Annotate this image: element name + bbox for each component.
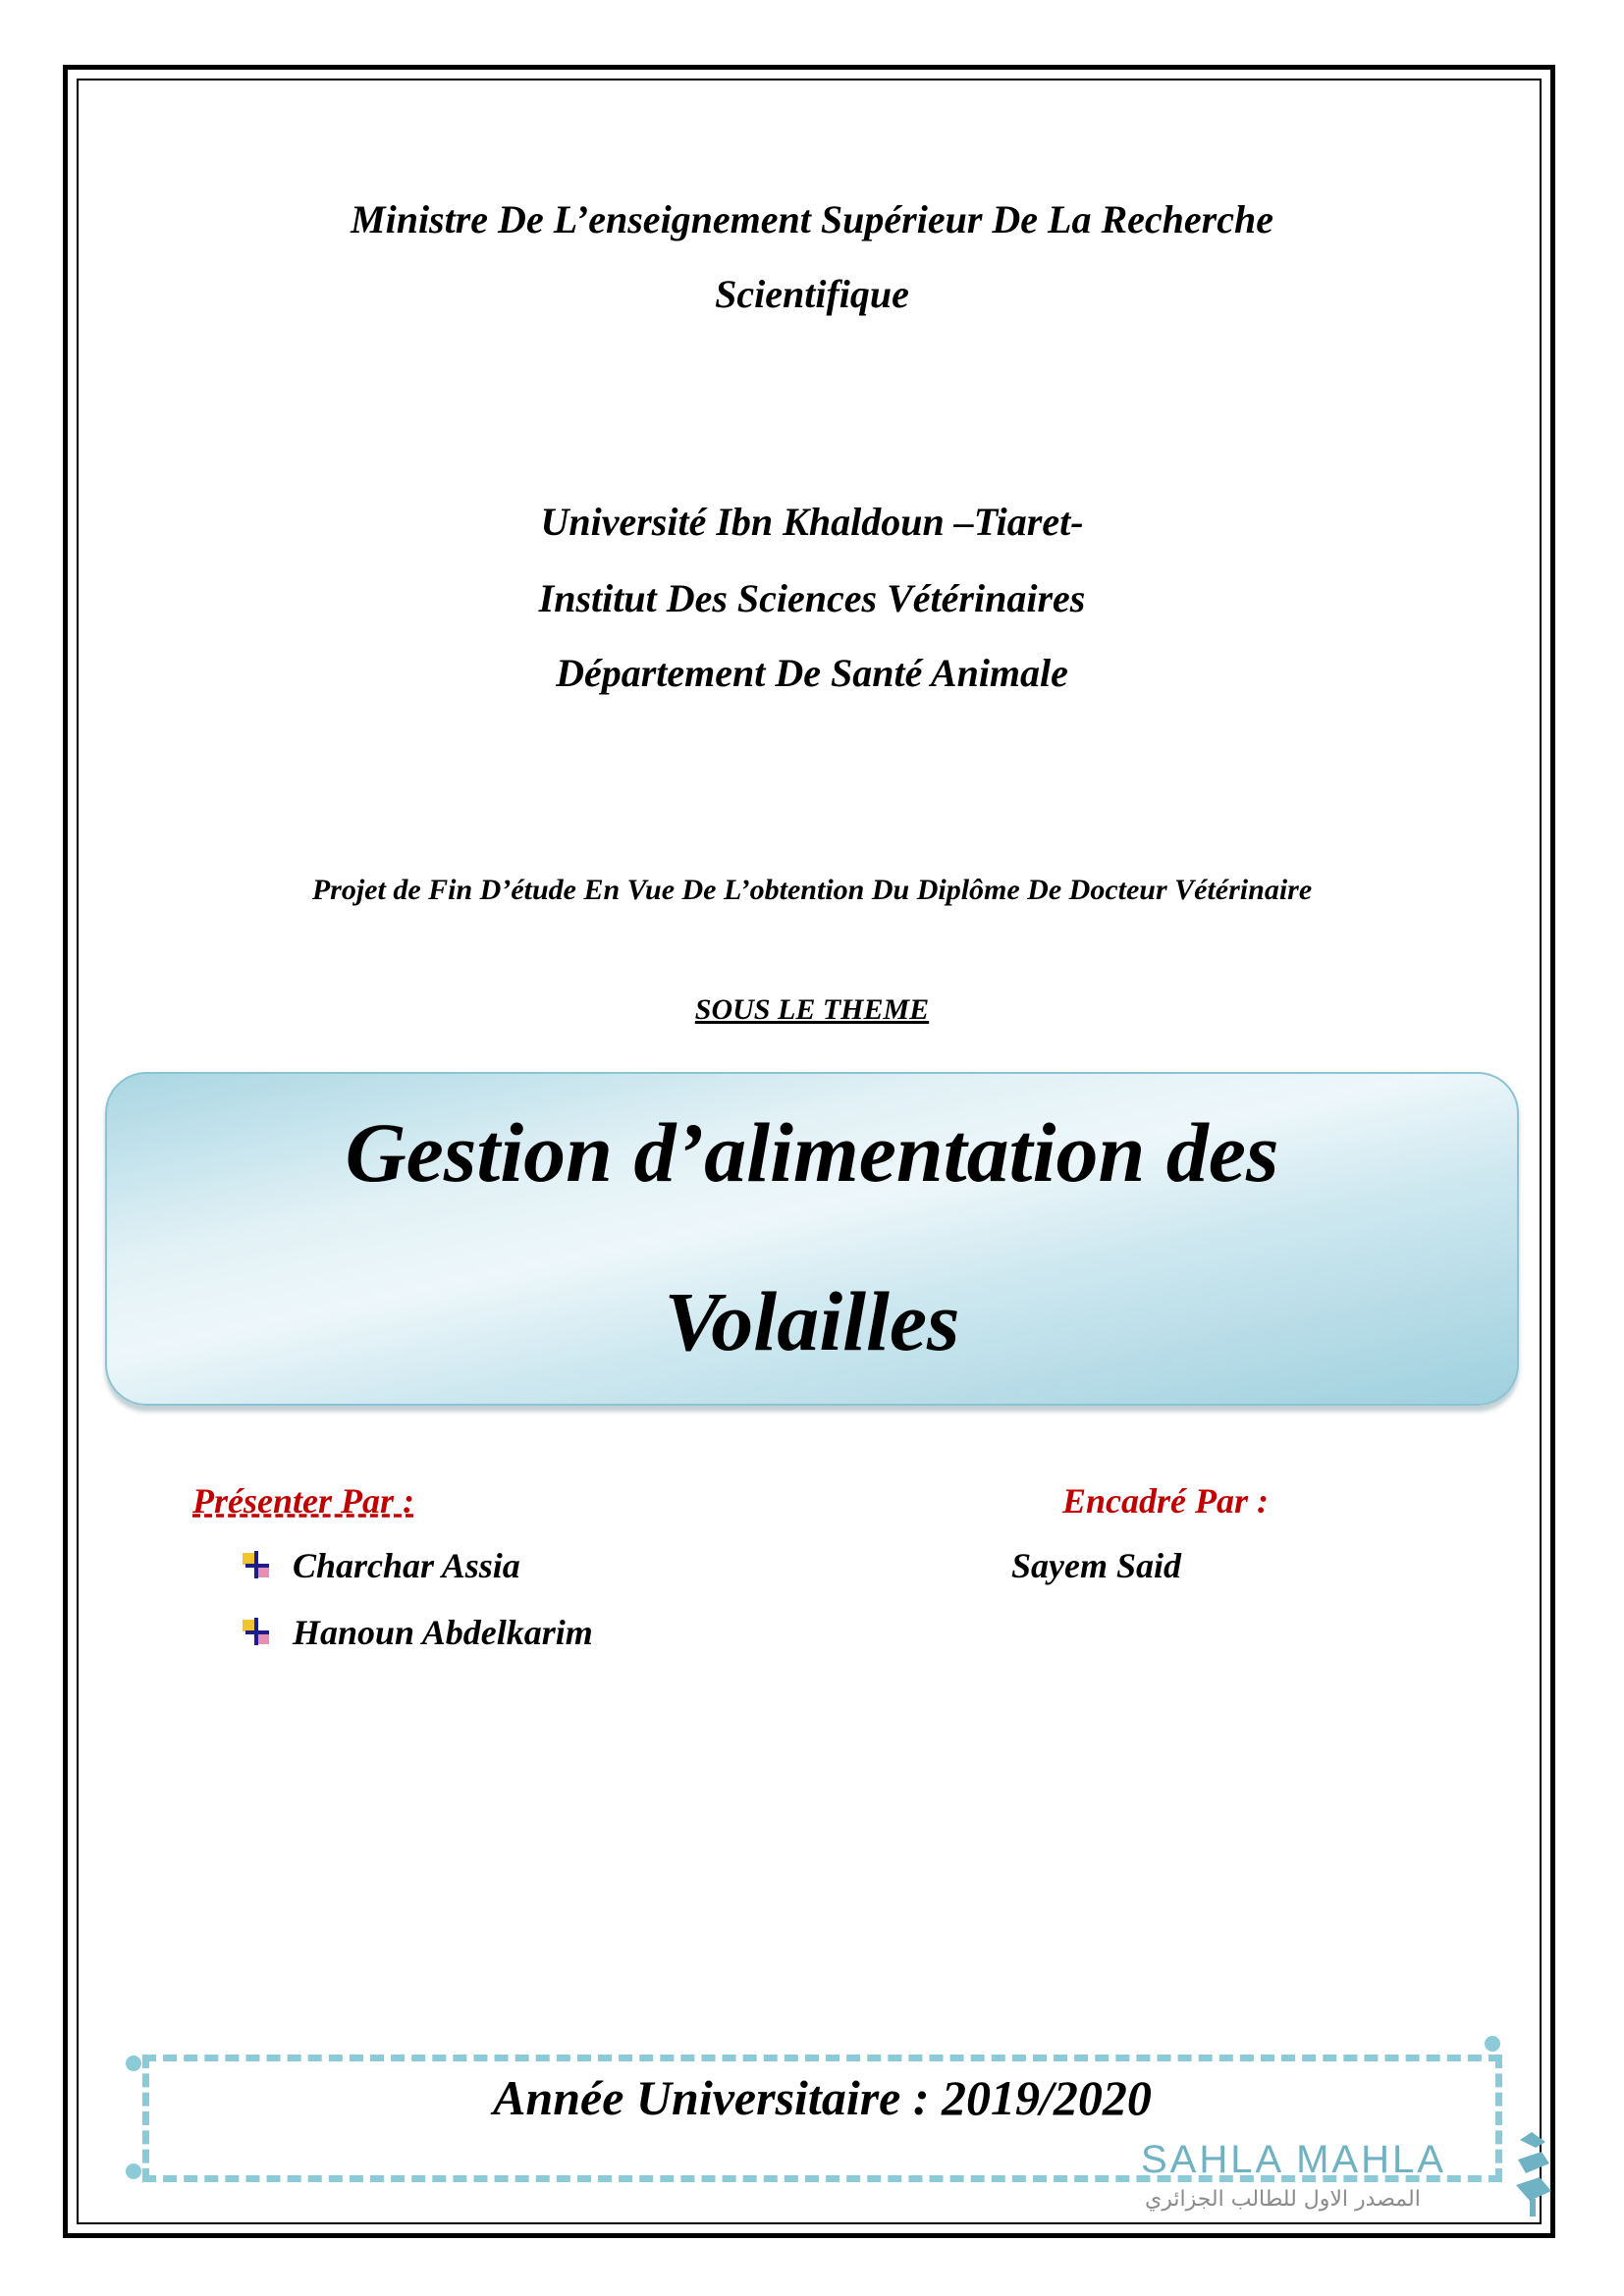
corner-dot bbox=[126, 2056, 141, 2071]
watermark-logo-text: SAHLA MAHLA bbox=[1141, 2138, 1446, 2181]
bullet-icon bbox=[243, 1618, 270, 1645]
thesis-title-line-2: Volailles bbox=[664, 1274, 960, 1368]
corner-dot bbox=[1485, 2036, 1500, 2052]
watermark-tagline: المصدر الاول للطالب الجزائري bbox=[1145, 2187, 1421, 2212]
bullet-icon bbox=[243, 1551, 270, 1578]
ministry-line-2: Scientifique bbox=[715, 272, 909, 316]
department-name: Département De Santé Animale bbox=[556, 651, 1068, 695]
supervisor-name: Sayem Said bbox=[1011, 1546, 1182, 1585]
watermark-logo-icon bbox=[1512, 2130, 1555, 2218]
presenter-name-2: Hanoun Abdelkarim bbox=[293, 1613, 593, 1652]
presenters-label: Présenter Par : bbox=[192, 1481, 414, 1521]
university-name: Université Ibn Khaldoun –Tiaret- bbox=[540, 500, 1084, 544]
presenter-name-1: Charchar Assia bbox=[293, 1546, 520, 1585]
thesis-title-line-1: Gestion d’alimentation des bbox=[345, 1105, 1279, 1200]
project-description: Projet de Fin D’étude En Vue De L’obtention Du Diplôme De Docteur Vétérinaire bbox=[311, 874, 1313, 906]
institute-name: Institut Des Sciences Vétérinaires bbox=[538, 576, 1086, 620]
theme-label: SOUS LE THEME bbox=[694, 993, 930, 1026]
ministry-line-1: Ministre De L’enseignement Supérieur De La Recherche bbox=[351, 197, 1273, 241]
supervisor-label: Encadré Par : bbox=[1062, 1481, 1269, 1521]
academic-year: Année Universitaire : 2019/2020 bbox=[493, 2070, 1152, 2125]
corner-dot bbox=[126, 2163, 141, 2179]
